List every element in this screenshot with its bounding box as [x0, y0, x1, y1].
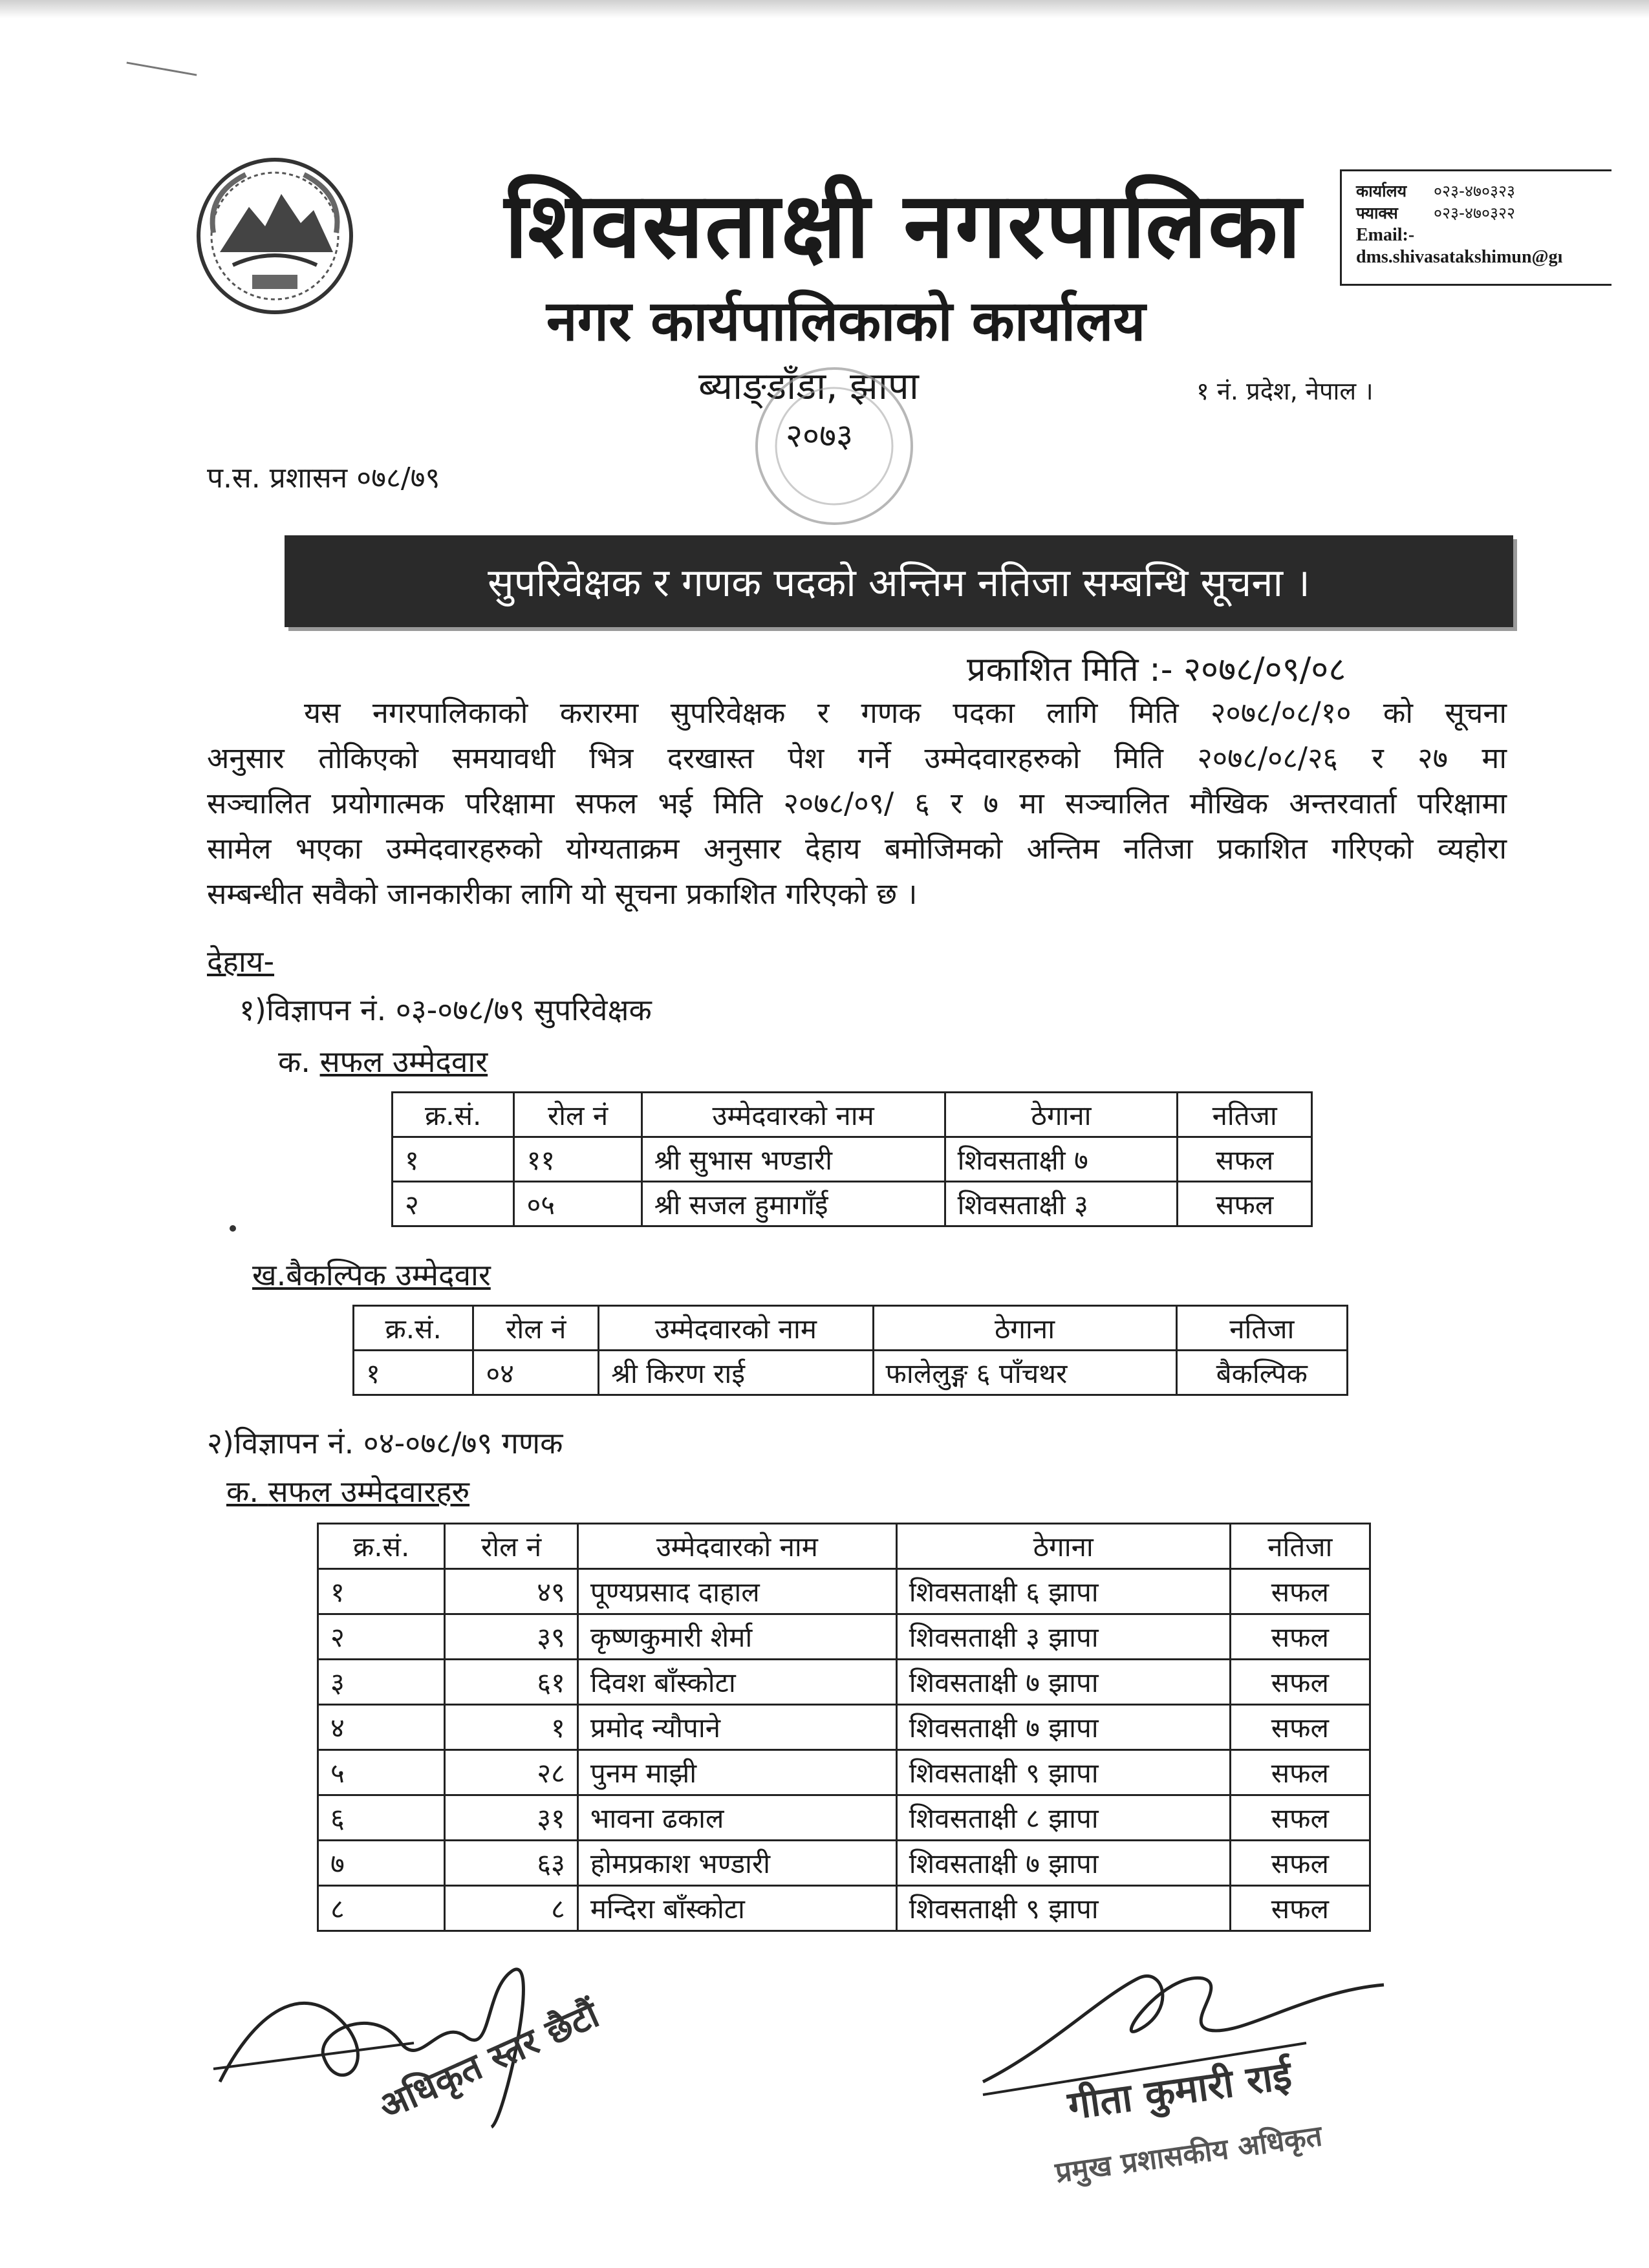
cell-result: सफल — [1230, 1614, 1370, 1660]
scan-shadow — [0, 0, 1649, 18]
col-address: ठेगाना — [945, 1093, 1178, 1137]
cell-roll: ३९ — [445, 1614, 577, 1660]
cell-serial: १ — [354, 1351, 473, 1395]
cell-result: सफल — [1178, 1137, 1312, 1182]
cell-address: फालेलुङ्ग ६ पाँचथर — [873, 1351, 1176, 1395]
col-result: नतिजा — [1230, 1524, 1370, 1569]
ad1-successful-heading — [278, 1041, 488, 1081]
cell-name: मन्दिरा बाँस्कोटा — [577, 1886, 896, 1931]
cell-roll: ३१ — [445, 1795, 577, 1841]
cell-result: सफल — [1178, 1182, 1312, 1226]
cell-address: शिवसताक्षी ७ झापा — [896, 1705, 1230, 1750]
cell-address: शिवसताक्षी ३ — [945, 1182, 1178, 1226]
cell-result: सफल — [1230, 1660, 1370, 1705]
cell-serial: ८ — [318, 1886, 445, 1931]
cell-serial: २ — [318, 1614, 445, 1660]
ad2-title: २)विज्ञापन नं. ०४-०७८/७९ गणक — [207, 1426, 563, 1460]
cell-roll: ०४ — [473, 1351, 599, 1395]
fax-number: ०२३-४७०३२२ — [1434, 204, 1516, 222]
table-row — [318, 1750, 1370, 1795]
cell-name: पूण्यप्रसाद दाहाल — [577, 1569, 896, 1614]
col-name: उम्मेदवारको नाम — [599, 1306, 873, 1351]
cell-roll: ११ — [514, 1137, 641, 1182]
fax-label: फ्याक्स — [1356, 204, 1398, 222]
cell-name: कृष्णकुमारी शेर्मा — [577, 1614, 896, 1660]
table-header-row — [393, 1093, 1312, 1137]
cell-serial: २ — [393, 1182, 514, 1226]
notice-title-banner — [285, 535, 1513, 627]
cell-result: बैकल्पिक — [1176, 1351, 1347, 1395]
ad1-title: १)विज्ञापन नं. ०३-०७८/७९ सुपरिवेक्षक — [239, 992, 652, 1027]
scan-speck — [230, 1225, 236, 1232]
table-row — [318, 1660, 1370, 1705]
ad2-successful-heading — [226, 1471, 469, 1511]
table-row — [318, 1705, 1370, 1750]
col-name: उम्मेदवारको नाम — [641, 1093, 945, 1137]
province-label: १ नं. प्रदेश, नेपाल । — [1196, 377, 1374, 405]
body-line: अनुसार तोकिएको समयावधी भित्र दरखास्त पेश गर्ने उम्मेदवारहरुको मिति २०७८/०८/२६ र २७ मा — [207, 741, 1507, 775]
col-address: ठेगाना — [896, 1524, 1230, 1569]
ad1-successful-table — [391, 1091, 1313, 1227]
col-roll: रोल नं — [514, 1093, 641, 1137]
cell-roll: ६१ — [445, 1660, 577, 1705]
cell-name: श्री किरण राई — [599, 1351, 873, 1395]
cell-result: सफल — [1230, 1795, 1370, 1841]
cell-roll: ६३ — [445, 1841, 577, 1886]
established-year: २०७३ — [786, 417, 853, 455]
cell-name: श्री सजल हुमागाँई — [641, 1182, 945, 1226]
body-line: सामेल भएका उम्मेदवारहरुको योग्यताक्रम अनुसार देहाय बमोजिमको अन्तिम नतिजा प्रकाशित गरिएको व्यहोरा — [207, 831, 1507, 866]
cell-serial: ३ — [318, 1660, 445, 1705]
cell-serial: १ — [393, 1137, 514, 1182]
cell-address: शिवसताक्षी ६ झापा — [896, 1569, 1230, 1614]
col-roll: रोल नं — [473, 1306, 599, 1351]
cell-address: शिवसताक्षी ९ झापा — [896, 1750, 1230, 1795]
body-line: यस नगरपालिकाको करारमा सुपरिवेक्षक र गणक पदका लागि मिति २०७८/०८/१० को सूचना — [304, 696, 1507, 730]
cell-result: सफल — [1230, 1705, 1370, 1750]
ad1-successful-prefix: क. — [278, 1044, 310, 1079]
table-header-row — [318, 1524, 1370, 1569]
cell-address: शिवसताक्षी ७ — [945, 1137, 1178, 1182]
ad2-successful-label: सफल उम्मेदवारहरु — [268, 1474, 470, 1509]
cell-name: होमप्रकाश भण्डारी — [577, 1841, 896, 1886]
cell-result: सफल — [1230, 1569, 1370, 1614]
cell-roll: १ — [445, 1705, 577, 1750]
office-location: ब्याङ्डाँडा, झापा — [698, 364, 919, 408]
cell-name: दिवश बाँस्कोटा — [577, 1660, 896, 1705]
cell-address: शिवसताक्षी ८ झापा — [896, 1795, 1230, 1841]
email-label: Email:- — [1356, 225, 1415, 245]
cell-result: सफल — [1230, 1886, 1370, 1931]
col-name: उम्मेदवारको नाम — [577, 1524, 896, 1569]
cell-name: पुनम माझी — [577, 1750, 896, 1795]
ad2-successful-table — [317, 1523, 1371, 1932]
body-line: सम्बन्धीत सवैको जानकारीका लागि यो सूचना प्रकाशित गरिएको छ । — [207, 877, 918, 911]
left-official-stamp: अधिकृत स्तर छैटौं — [372, 1993, 606, 2128]
ad1-alternate-heading: ख.बैकल्पिक उम्मेदवार — [252, 1257, 491, 1292]
reference-number: प.स. प्रशासन ०७८/७९ — [207, 462, 440, 495]
published-date: प्रकाशित मिति :- २०७८/०९/०८ — [967, 650, 1346, 689]
right-signature-icon — [970, 1933, 1436, 2146]
office-phone-label: कार्यालय — [1356, 182, 1407, 200]
office-stamp-icon — [724, 362, 944, 530]
notice-title: सुपरिवेक्षक र गणक पदको अन्तिम नतिजा सम्बन्धि सूचना । — [488, 561, 1310, 606]
cell-address: शिवसताक्षी ७ झापा — [896, 1841, 1230, 1886]
cell-result: सफल — [1230, 1750, 1370, 1795]
dehay-label: देहाय- — [207, 944, 275, 979]
col-result: नतिजा — [1178, 1093, 1312, 1137]
table-row — [354, 1351, 1348, 1395]
signatory-designation: प्रमुख प्रशासकीय अधिकृत — [1053, 2119, 1324, 2190]
cell-name: श्री सुभास भण्डारी — [641, 1137, 945, 1182]
cell-serial: ५ — [318, 1750, 445, 1795]
municipality-title: शिवसताक्षी नगरपालिका — [504, 173, 1302, 279]
col-roll: रोल नं — [445, 1524, 577, 1569]
signatory-name: गीता कुमारी राई — [1065, 2053, 1295, 2129]
cell-serial: ७ — [318, 1841, 445, 1886]
table-row — [318, 1795, 1370, 1841]
ad2-successful-prefix: क. — [226, 1474, 259, 1509]
office-subtitle: नगर कार्यपालिकाको कार्यालय — [546, 289, 1146, 354]
cell-roll: २८ — [445, 1750, 577, 1795]
cell-result: सफल — [1230, 1841, 1370, 1886]
cell-roll: ८ — [445, 1886, 577, 1931]
email-address: dms.shivasatakshimun@gı — [1356, 247, 1563, 267]
table-header-row — [354, 1306, 1348, 1351]
cell-serial: ४ — [318, 1705, 445, 1750]
col-serial: क्र.सं. — [354, 1306, 473, 1351]
table-row — [318, 1569, 1370, 1614]
cell-address: शिवसताक्षी ७ झापा — [896, 1660, 1230, 1705]
notice-body — [207, 690, 1507, 917]
office-phone: ०२३-४७०३२३ — [1434, 182, 1516, 200]
cell-name: प्रमोद न्यौपाने — [577, 1705, 896, 1750]
contact-box — [1340, 169, 1611, 286]
cell-roll: ४९ — [445, 1569, 577, 1614]
col-address: ठेगाना — [873, 1306, 1176, 1351]
cell-serial: १ — [318, 1569, 445, 1614]
scan-mark — [127, 61, 197, 76]
table-row — [393, 1137, 1312, 1182]
cell-address: शिवसताक्षी ९ झापा — [896, 1886, 1230, 1931]
col-serial: क्र.सं. — [393, 1093, 514, 1137]
cell-roll: ०५ — [514, 1182, 641, 1226]
cell-serial: ६ — [318, 1795, 445, 1841]
table-row — [318, 1614, 1370, 1660]
col-serial: क्र.सं. — [318, 1524, 445, 1569]
municipality-emblem-icon — [194, 155, 356, 317]
body-line: सञ्चालित प्रयोगात्मक परिक्षामा सफल भई मिति २०७८/०९/ ६ र ७ मा सञ्चालित मौखिक अन्तरवार्ता परिक्षामा — [207, 786, 1507, 820]
table-row — [393, 1182, 1312, 1226]
cell-address: शिवसताक्षी ३ झापा — [896, 1614, 1230, 1660]
cell-name: भावना ढकाल — [577, 1795, 896, 1841]
ad1-alternate-table — [352, 1305, 1348, 1396]
col-result: नतिजा — [1176, 1306, 1347, 1351]
ad1-successful-label: सफल उम्मेदवार — [319, 1044, 488, 1079]
